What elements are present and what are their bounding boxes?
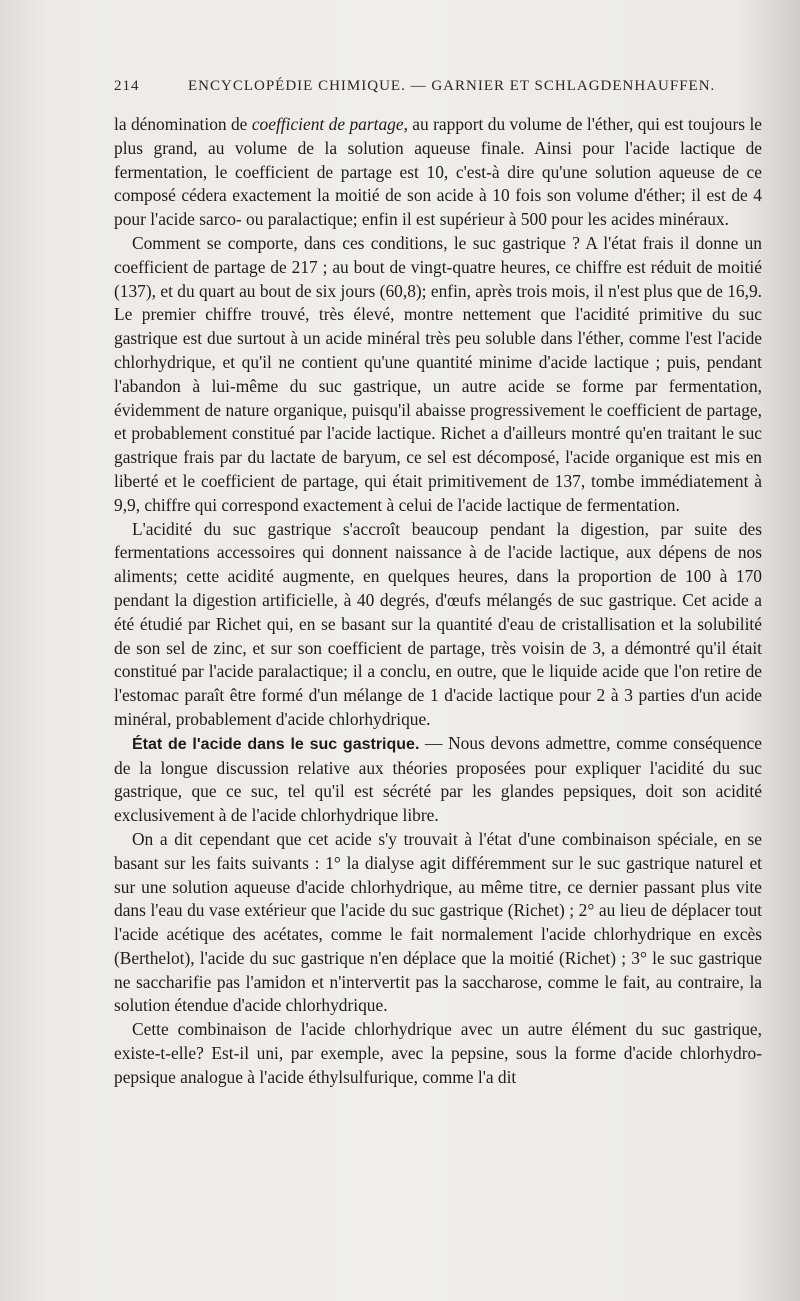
paragraph-text: L'acidité du suc gastrique s'accroît beaucoup pendant la digestion, par suite des fermentations accessoires qui donnent naissance à de l'acide lactique, aux dépens de nos aliments; cette acidité augmente, en quelques heures, dans la proportion de 100 à 170 pendant la digestion artificielle, à 40 degrés, d'œufs mélangés de suc gastrique. Cet acide a été étudié par Richet qui, en se basant sur la quantité d'eau de cristallisation et la solubilité de son sel de zinc, et sur son coefficient de partage, très voisin de 3, a démontré qu'il était constitué par l'acide paralactique; il a conclu, en outre, que le liquide acide que l'on retire de l'estomac paraît être formé d'un mélange de 1 d'acide lactique pour 2 à 3 parties d'un acide minéral, probablement d'acide chlorhydrique. [114,518,762,729]
paragraph-5 [114,828,762,1018]
paragraph-text: , au rapport du volume de l'éther, qui est toujours le plus grand, au volume de la solution aqueuse finale. Ainsi pour l'acide lactique de fermentation, le coefficient de partage est 10, c'est-à dire qu'une solution aqueuse de ce composé cédera exactement la moitié de son acide à 10 fois son volume d'éther; il est de 4 pour l'acide sarco- ou paralactique; enfin il est supérieur à 500 pour les acides minéraux. [114,114,762,230]
paragraph-6 [114,1018,762,1089]
page-number: 214 [114,78,140,94]
emphasized-term: coefficient de partage [251,114,404,134]
paragraph-1 [114,113,762,232]
paragraph-3 [114,518,762,732]
paragraph-4 [114,732,762,828]
paragraph-text: la dénomination de [114,114,252,134]
paragraph-text: — Nous devons admettre, comme conséquence de la longue discussion relative aux théories proposées pour expliquer l'acidité du suc gastrique, que ce suc, tel qu'il est sécrété par les glandes pepsiques, doit son acidité exclusivement à de l'acide chlorhydrique libre. [114,732,762,826]
paragraph-text: Comment se comporte, dans ces conditions, le suc gastrique ? A l'état frais il donne un coefficient de partage de 217 ; au bout de vingt-quatre heures, ce chiffre est réduit de moitié (137), et du quart au bout de six jours (60,8); enfin, après trois mois, il n'est plus que de 16,9. Le premier chiffre trouvé, très élevé, montre nettement que l'acidité primitive du suc gastrique est due surtout à un acide minéral très peu soluble dans l'éther, comme l'est l'acide chlorhydrique, et qu'il ne contient qu'une quantité minime d'acide lactique ; puis, pendant l'abandon à lui-même du suc gastrique, un autre acide se forme par fermentation, évidemment de nature organique, puisqu'il abaisse progressivement le coefficient de partage, et probablement constitué par l'acide lactique. Richet a d'ailleurs montré qu'en traitant le suc gastrique frais par du lactate de baryum, ce sel est décomposé, l'acide organique est mis en liberté et le coefficient de partage, qui était primitivement de 137, tombe immédiatement à 9,9, chiffre qui correspond exactement à celui de l'acide lactique de fermentation. [114,232,762,515]
paragraph-2 [114,232,762,518]
body-text [114,113,762,1090]
running-title: ENCYCLOPÉDIE CHIMIQUE. — GARNIER ET SCHLAGDENHAUFFEN. [188,78,716,94]
paragraph-text: Cette combinaison de l'acide chlorhydrique avec un autre élément du suc gastrique, existe-t-elle? Est-il uni, par exemple, avec la pepsine, sous la forme d'acide chlorhydro-pepsique analogue à l'acide éthylsulfurique, comme l'a dit [114,1019,762,1087]
paragraph-text: On a dit cependant que cet acide s'y trouvait à l'état d'une combinaison spéciale, en se basant sur les faits suivants : 1° la dialyse agit différemment sur le suc gastrique naturel et sur une solution aqueuse d'acide chlorhydrique, au même titre, ce dernier passant plus vite dans l'eau du vase extérieur que l'acide du suc gastrique (Richet) ; 2° au lieu de déplacer tout l'acide acétique des acétates, comme le fait normalement l'acide chlorhydrique en excès (Berthelot), l'acide du suc gastrique n'en déplace que la moitié (Richet) ; 3° le suc gastrique ne saccharifie pas l'amidon et n'intervertit pas la saccharose, comme le fait, au contraire, la solution étendue d'acide chlorhydrique. [114,828,762,1016]
section-heading: État de l'acide dans le suc gastrique. [132,735,420,753]
